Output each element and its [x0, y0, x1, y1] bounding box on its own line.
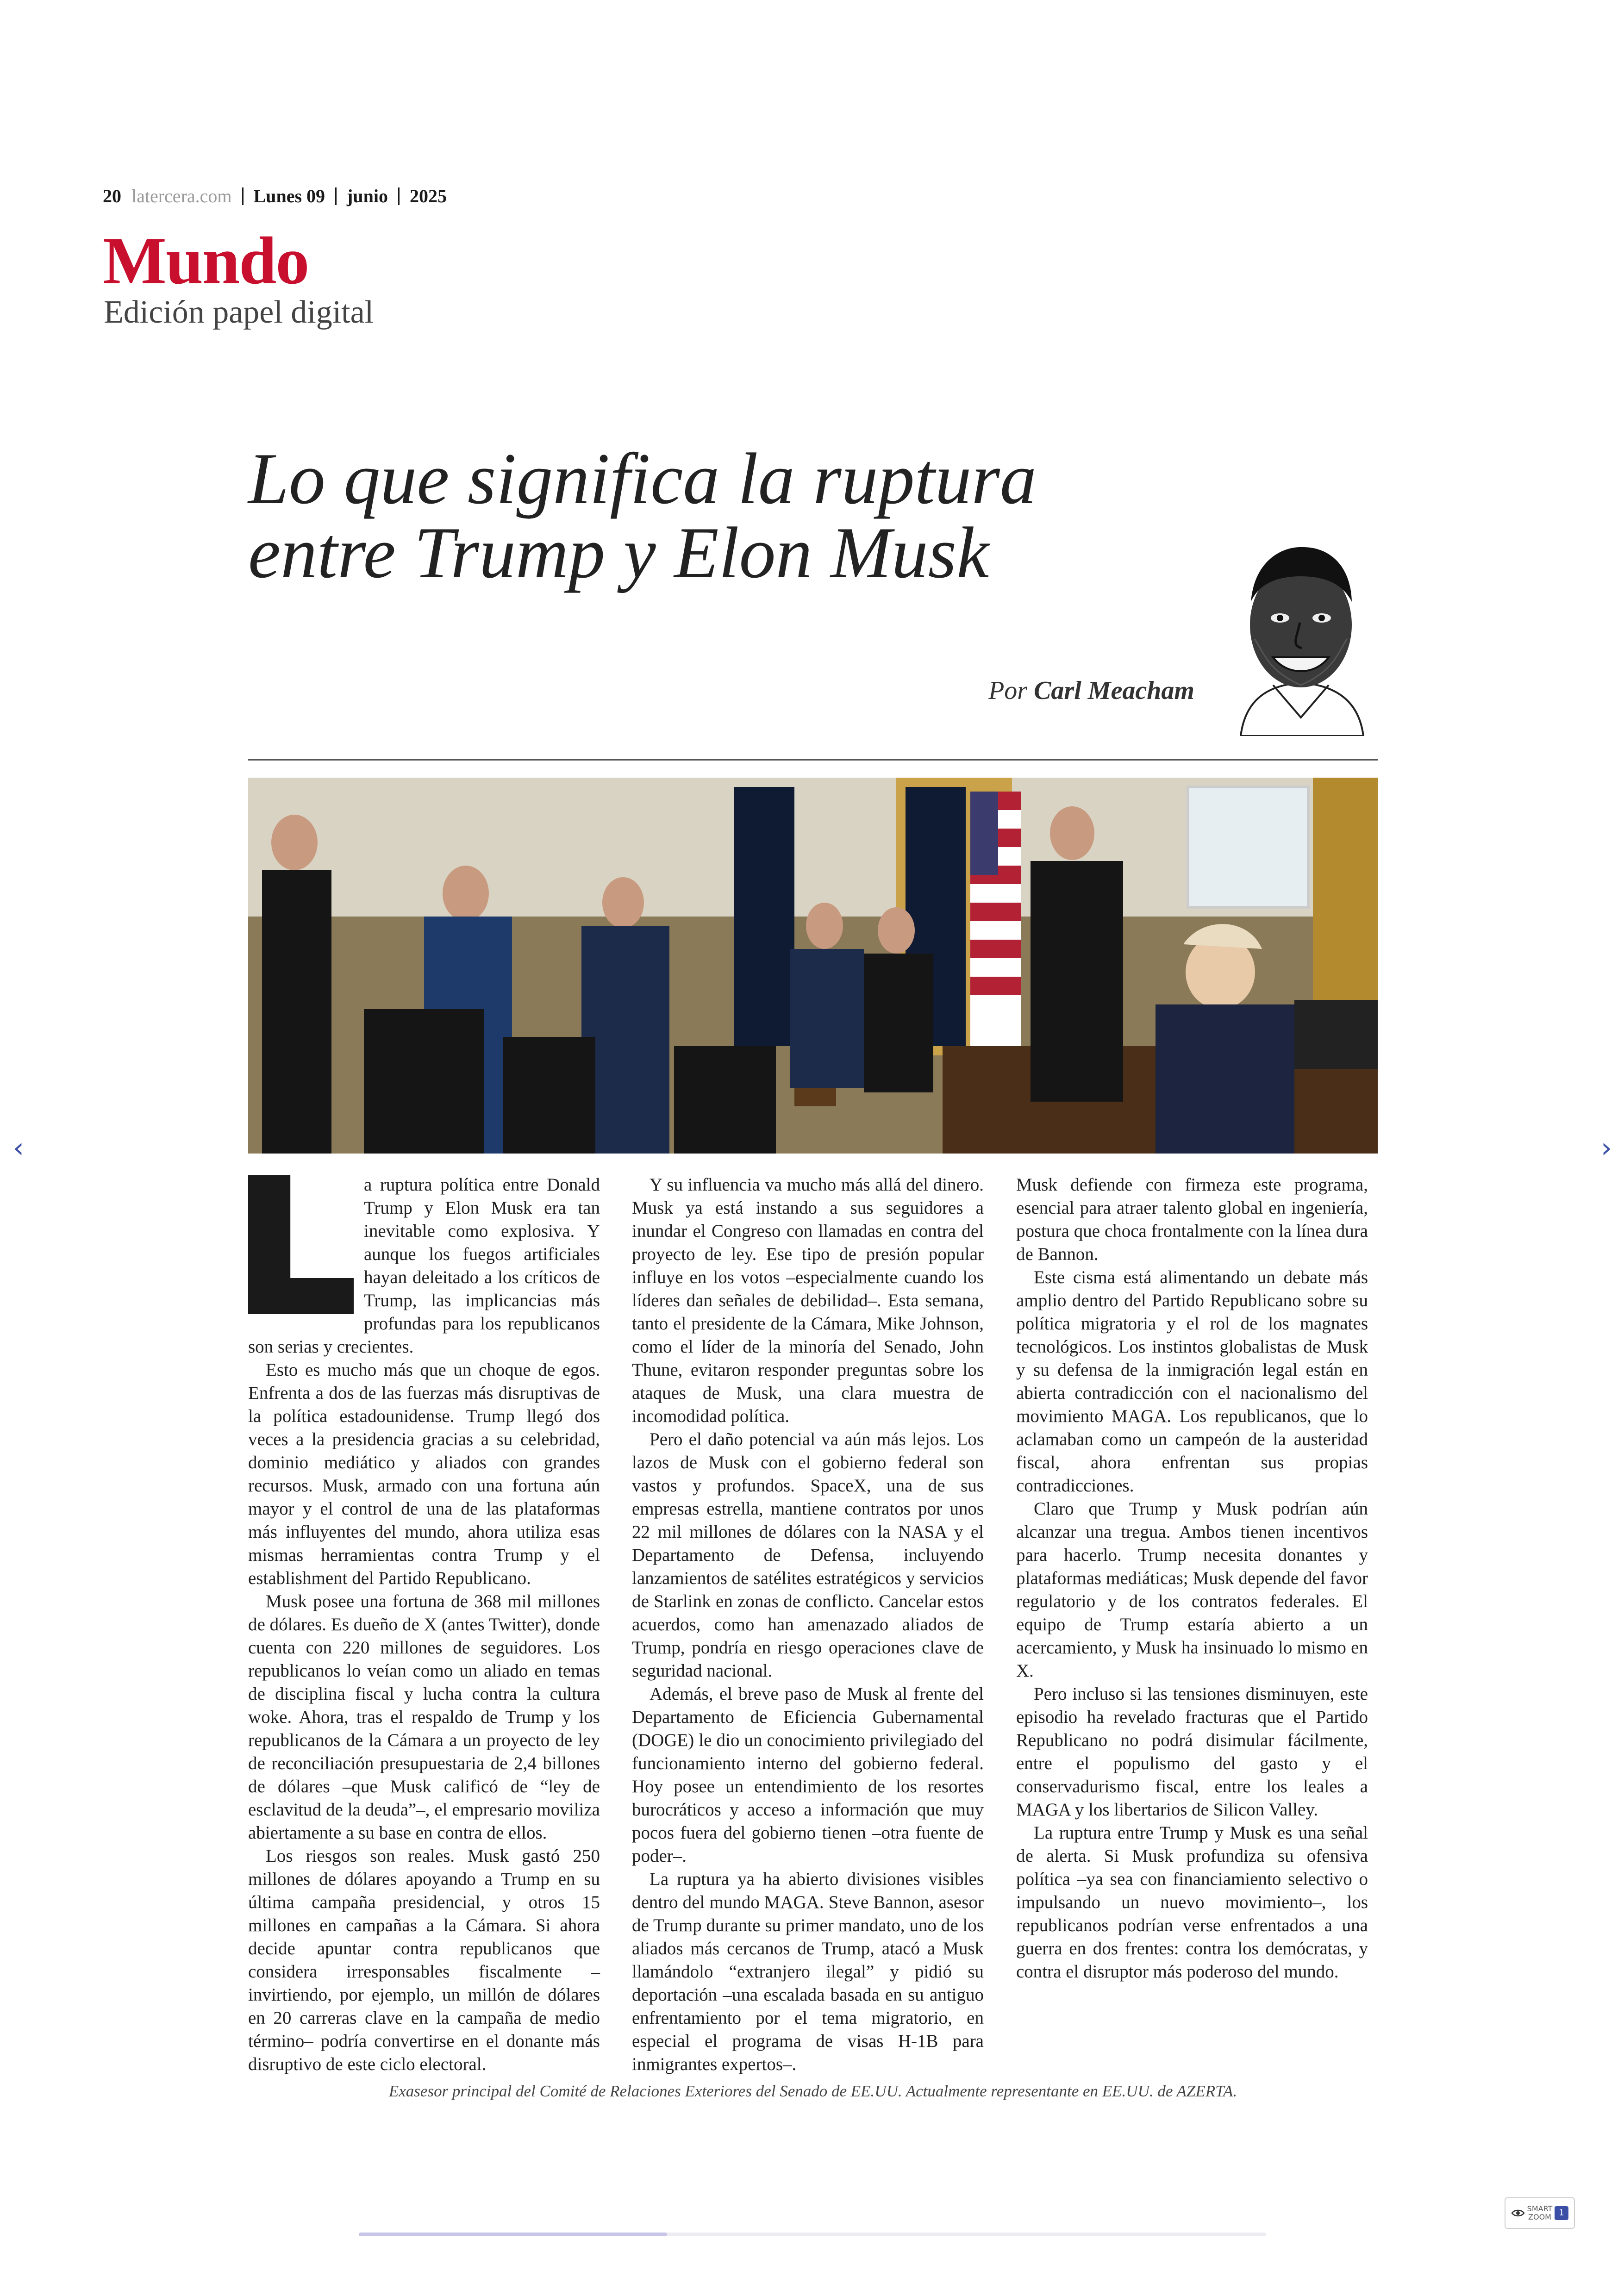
paragraph: Y su influencia va mucho más allá del dinero. Musk ya está instando a sus seguidores a inundar el Congreso con llamadas en contra del proyecto de ley. Ese tipo de presión popular influye en los votos –especialmente cuando los líderes dan señales de debilidad–. Esta semana, tanto el presidente de la Cámara, Mike Johnson, como el líder de la minoría del Senado, John Thune, evitaron responder preguntas sobre los ataques de Musk, una clara muestra de incomodidad política. — [632, 1175, 984, 1426]
byline — [954, 676, 1194, 705]
article-photo — [248, 778, 1378, 1154]
smart-zoom-label-line2: ZOOM — [1528, 2213, 1551, 2221]
paragraph: Pero el daño potencial va aún más lejos. Los lazos de Musk con el gobierno federal son vastos y profundos. SpaceX, una de sus empresas estrella, mantiene contratos por unos 22 mil millones de dólares con la NASA y el Departamento de Defensa, incluyendo lanzamientos de satélites estratégicos y servicios de Starlink en zonas de conflicto. Cancelar estos acuerdos, como han amenazado aliados de Trump, pondría en riesgo operaciones clave de seguridad nacional. — [632, 1429, 984, 1681]
byline-prefix: Por — [988, 676, 1028, 705]
date-year: 2025 — [409, 186, 447, 206]
section-title: Mundo — [103, 223, 309, 298]
headline-line-2: entre Trump y Elon Musk — [248, 512, 989, 593]
us-flag — [970, 792, 1021, 1051]
page-folio — [103, 185, 447, 207]
date-day: Lunes 09 — [253, 186, 325, 206]
paragraph: La ruptura entre Trump y Musk es una señal de alerta. Si Musk profundiza su ofensiva política –ya sea con financiamiento selectivo o impulsando un nuevo movimiento–, los republicanos podrían verse enfrentados a una guerra en dos frentes: contra los demócratas, y contra el disruptor más poderoso del mundo. — [1016, 1823, 1368, 1982]
divider — [398, 187, 400, 205]
headline-rule — [248, 759, 1378, 761]
edition-label: Edición papel digital — [104, 294, 374, 330]
paragraph: Este cisma está alimentando un debate más amplio dentro del Partido Republicano sobre su política migratoria y el rol de los magnates tecnológicos. Los instintos globalistas de Musk y su defensa de la inmigración legal están en abierta contradicción con el nacionalismo del movimiento MAGA. Los republicanos, que lo aclamaban como un campeón de la austeridad fiscal, ahora enfrentan sus propias contradicciones. — [1016, 1267, 1368, 1496]
dropcap — [248, 1175, 354, 1314]
smart-zoom-label-line1: SMART — [1527, 2204, 1553, 2213]
divider — [335, 187, 337, 205]
smart-zoom-label — [1527, 2205, 1553, 2221]
author-name: Carl Meacham — [1034, 676, 1194, 705]
article-column-1 — [248, 1173, 600, 2076]
eye-icon — [1511, 2208, 1525, 2218]
paragraph: Musk defiende con firmeza este programa, esencial para atraer talento global en ingeniería, postura que choca frontalmente con la línea dura de Bannon. — [1016, 1175, 1368, 1264]
reading-progress-fill — [359, 2233, 667, 2236]
paragraph: Musk posee una fortuna de 368 mil millones de dólares. Es dueño de X (antes Twitter), donde cuenta con 220 millones de seguidores. Los republicanos lo veían como un aliado en temas de disciplina fiscal y lucha contra la cultura woke. Ahora, tras el respaldo de Trump y los republicanos de la Cámara a un proyecto de ley de reconciliación presupuestaria de 2,4 billones de dólares –que Musk calificó de “ley de esclavitud de la deuda”–, el empresario moviliza abiertamente a su base en contra de ellos. — [248, 1591, 600, 1843]
headline-line-1: Lo que significa la ruptura — [248, 438, 1037, 519]
paragraph — [248, 1173, 600, 1359]
site-name: latercera.com — [131, 186, 232, 206]
paragraph-text: a ruptura política entre Donald Trump y Elon Musk era tan inevitable como explosiva. Y aunque los fuegos artificiales hayan deleitado a los críticos de Trump, las implicancias más profundas para los republicanos son serias y crecientes. — [248, 1175, 600, 1357]
author-portrait — [1222, 532, 1380, 736]
paragraph: Pero incluso si las tensiones disminuyen, este episodio ha revelado fracturas que el Partido Republicano no podrá disimular fácilmente, entre el populismo del gasto y el conservadurismo fiscal, entre los leales a MAGA y los libertarios de Silicon Valley. — [1016, 1684, 1368, 1820]
author-footnote: Exasesor principal del Comité de Relaciones Exteriores del Senado de EE.UU. Actualmente representante en EE.UU. de AZERTA. — [388, 2082, 1237, 2100]
paragraph: Además, el breve paso de Musk al frente del Departamento de Eficiencia Gubernamental (DOGE) le dio un conocimiento privilegiado del funcionamiento interno del gobierno federal. Hoy posee un entendimiento de los resortes burocráticos y acceso a información que muy pocos fuera del gobierno tienen –otra fuente de poder–. — [632, 1684, 984, 1866]
article-column-3 — [1016, 1173, 1368, 1983]
paragraph: La ruptura ya ha abierto divisiones visibles dentro del mundo MAGA. Steve Bannon, asesor de Trump durante su primer mandato, uno de los aliados más cercanos de Trump, atacó a Musk llamándolo “extranjero ilegal” y pidió su deportación –una escalada basada en su antiguo enfrentamiento por el tema migratorio, en especial el programa de visas H-1B para inmigrantes expertos–. — [632, 1869, 984, 2074]
article-headline — [248, 438, 1220, 593]
chevron-right-icon[interactable]: › — [1601, 1132, 1612, 1164]
date-month: junio — [347, 186, 388, 206]
paragraph: Esto es mucho más que un choque de egos. Enfrenta a dos de las fuerzas más disruptivas de la política estadounidense. Trump llegó dos veces a la presidencia gracias a su celebridad, dominio mediático y aliados con grandes recursos. Musk, armado con una fortuna aún mayor y el control de una de las plataformas más influyentes del mundo, ahora utiliza esas mismas herramientas contra Trump y el establishment del Partido Republicano. — [248, 1360, 600, 1588]
article-column-2 — [632, 1173, 984, 2076]
paragraph: Claro que Trump y Musk podrían aún alcanzar una tregua. Ambos tienen incentivos para hacerlo. Trump necesita donantes y plataformas mediáticas; Musk depende del favor regulatorio y de los contratos federales. El equipo de Trump estaría abierto a un acercamiento, y Musk ha insinuado lo mismo en X. — [1016, 1499, 1368, 1681]
page-number: 20 — [103, 186, 121, 206]
paragraph: Los riesgos son reales. Musk gastó 250 millones de dólares apoyando a Trump en su última campaña presidencial, y otros 15 millones en campañas a la Cámara. Si ahora decide apuntar contra republicanos que considera irresponsables fiscalmente –invirtiendo, por ejemplo, un millón de dólares en 20 carreras clave en la campaña de medio término– podría convertirse en el donante más disruptivo de este ciclo electoral. — [248, 1846, 600, 2074]
smart-zoom-badge: 1 — [1555, 2206, 1568, 2220]
smart-zoom-button[interactable] — [1505, 2197, 1575, 2229]
chevron-left-icon[interactable]: ‹ — [13, 1132, 24, 1164]
divider — [242, 187, 244, 205]
